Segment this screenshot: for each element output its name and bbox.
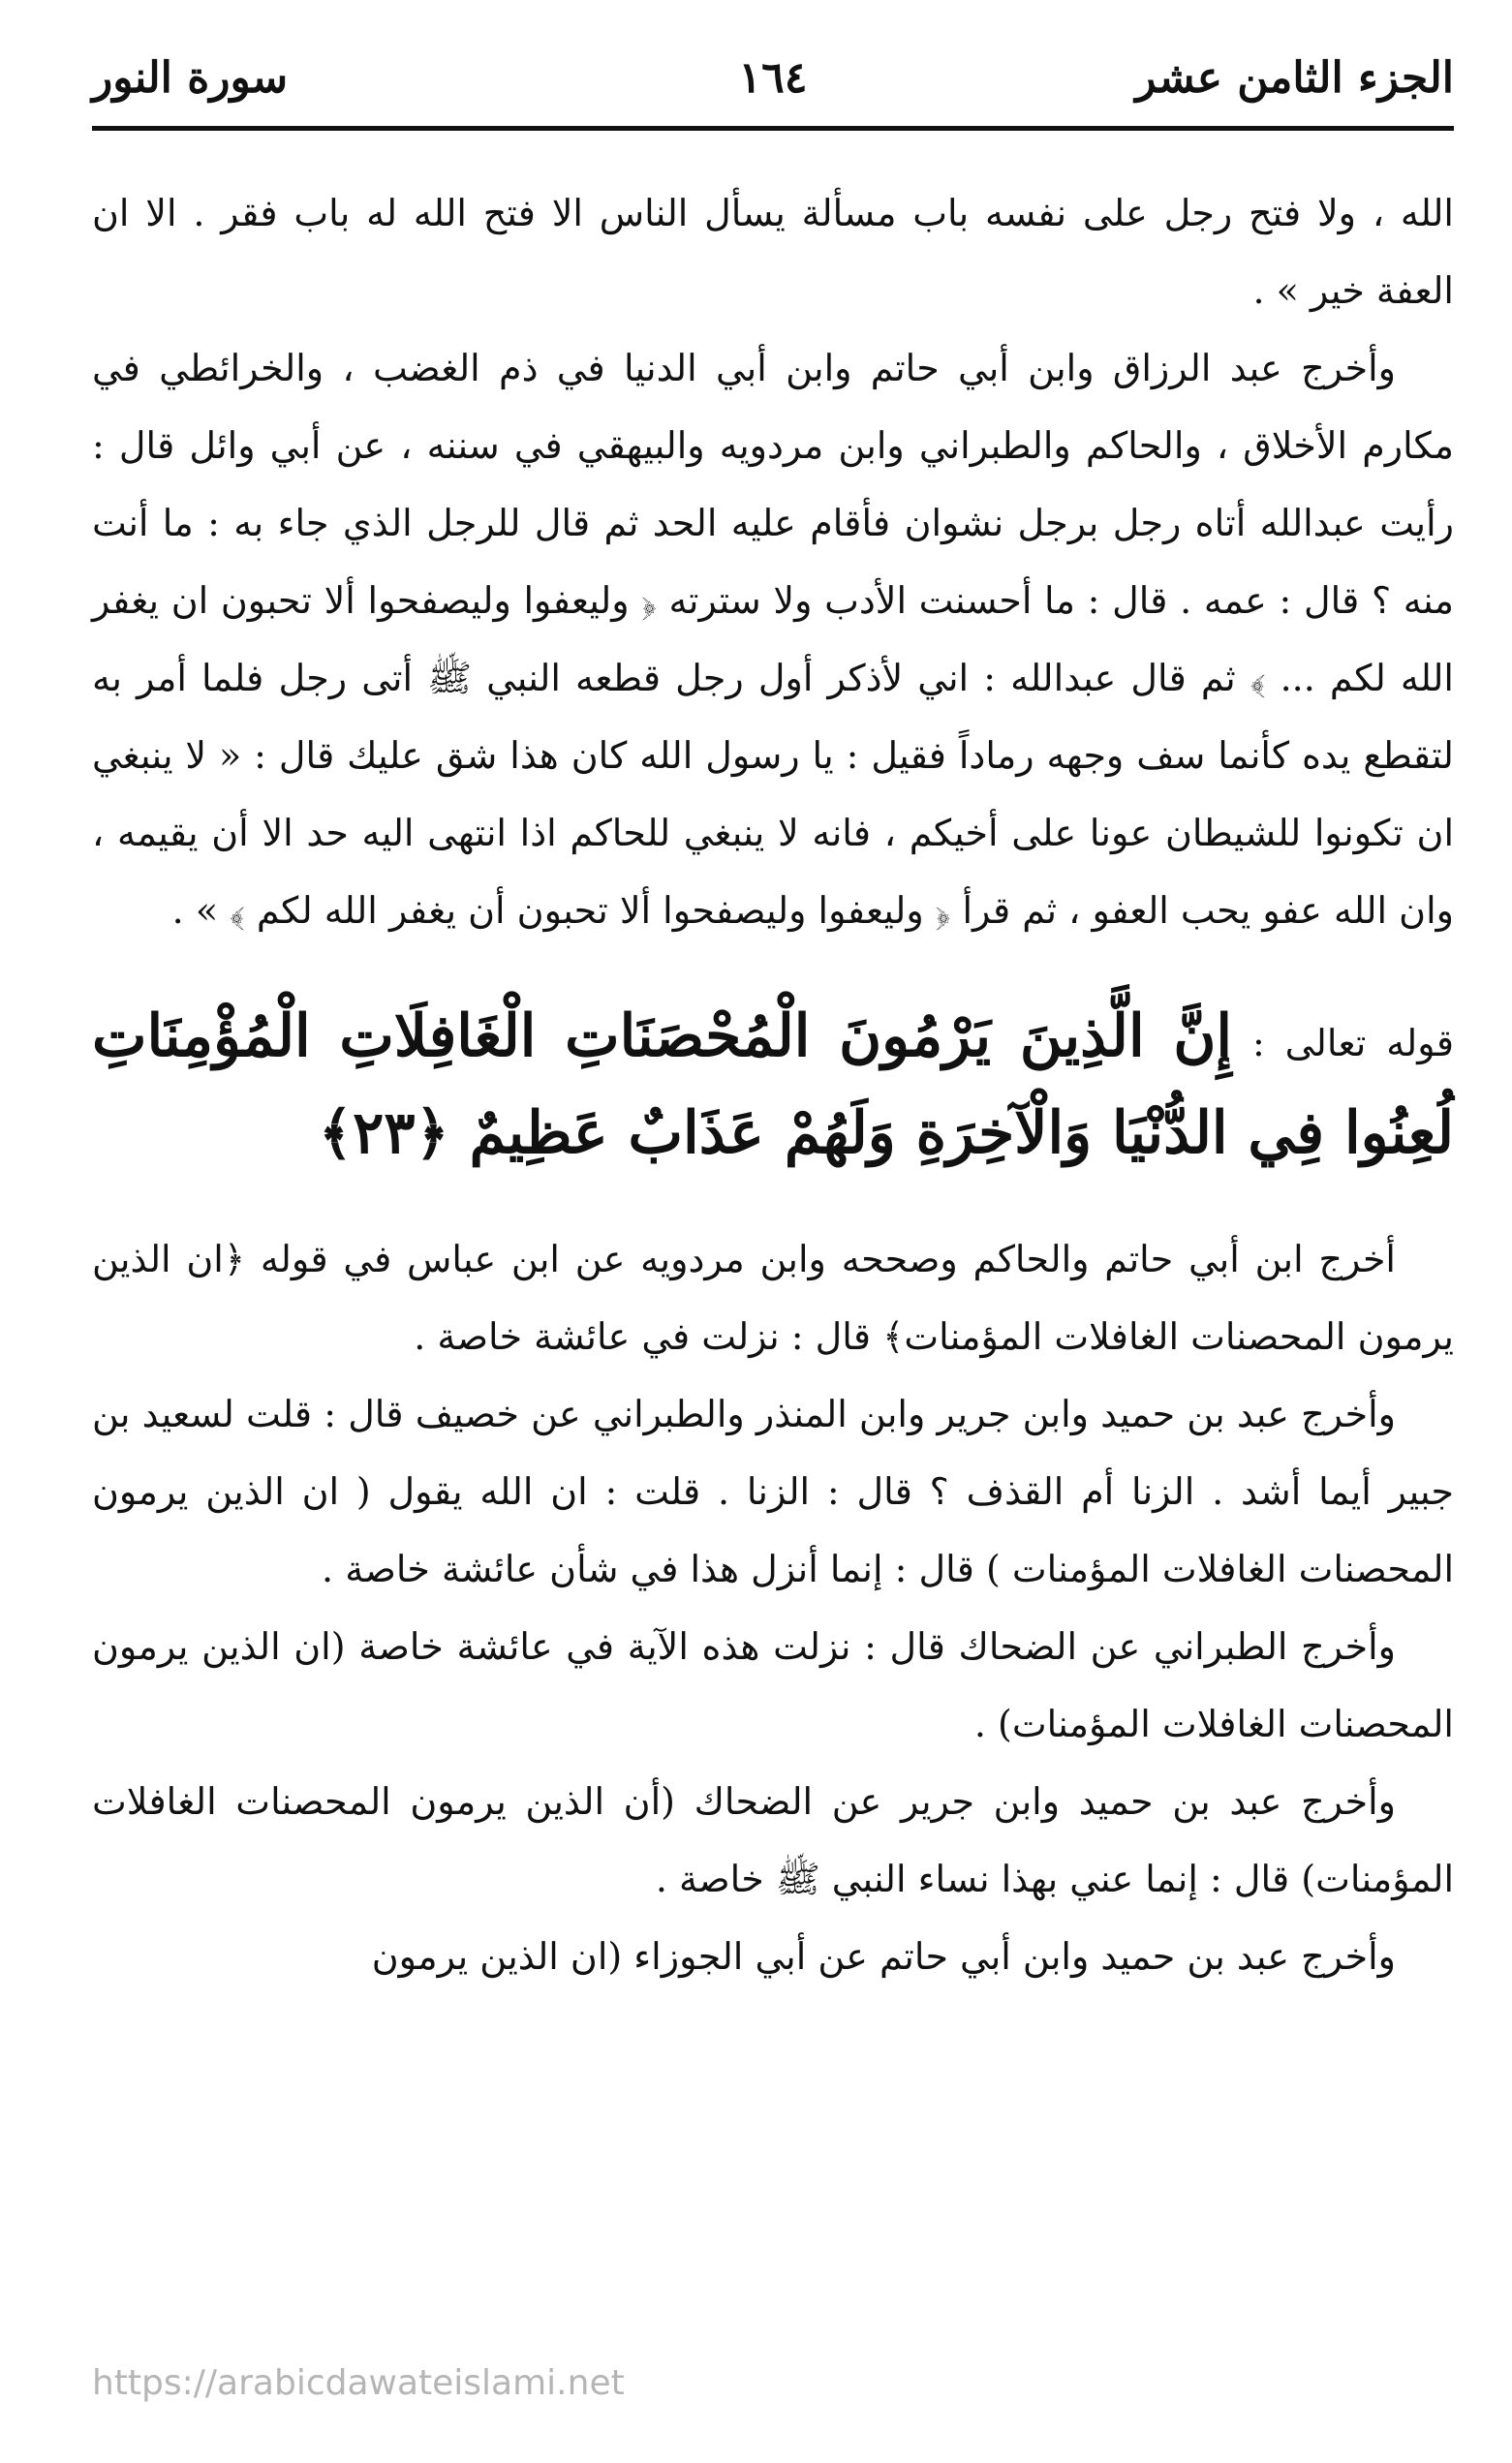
- surah-title: سورة النور: [92, 53, 289, 103]
- watermark-url: https://arabicdawateislami.net: [92, 2363, 625, 2403]
- paragraph-2: وأخرج عبد الرزاق وابن أبي حاتم وابن أبي الدنيا في ذم الغضب ، والخرائطي في مكارم الأخلاق ، والحاكم والطبراني وابن مردويه والبيهقي في سننه ، عن أبي وائل قال : رأيت عبدالله أتاه رجل برجل نشوان فأقام عليه الحد ثم قال للرجل الذي جاء به : ما أنت منه ؟ قال : عمه . قال : ما أحسنت الأدب ولا سترته ﴿ وليعفوا وليصفحوا ألا تحبون ان يغفر الله لكم ... ﴾ ثم قال عبدالله : اني لأذكر أول رجل قطعه النبي ﷺ أتى رجل فلما أمر به لتقطع يده كأنما سف وجهه رماداً فقيل : يا رسول الله كان هذا شق عليك قال : « لا ينبغي ان تكونوا للشيطان عونا على أخيكم ، فانه لا ينبغي للحاكم اذا انتهى اليه حد الا أن يقيمه ، وان الله عفو يحب العفو ، ثم قرأ ﴿ وليعفوا وليصفحوا ألا تحبون أن يغفر الله لكم ﴾ » .: [92, 347, 1454, 932]
- paragraph-7: وأخرج عبد بن حميد وابن أبي حاتم عن أبي الجوزاء (ان الذين يرمون: [371, 1935, 1396, 1978]
- paragraph-6: وأخرج عبد بن حميد وابن جرير عن الضحاك (أن الذين يرمون المحصنات الغافلات المؤمنات) قال : إنما عني بهذا نساء النبي ﷺ خاصة .: [92, 1780, 1454, 1900]
- header-rule: [92, 126, 1454, 131]
- paragraph-1: الله ، ولا فتح رجل على نفسه باب مسألة يسأل الناس الا فتح الله له باب فقر . الا ان العفة خير » .: [92, 192, 1454, 312]
- page-number: ١٦٤: [738, 53, 808, 103]
- paragraph-3: أخرج ابن أبي حاتم والحاكم وصححه وابن مردويه عن ابن عباس في قوله ﴿ان الذين يرمون المحصنات الغافلات المؤمنات﴾ قال : نزلت في عائشة خاصة .: [92, 1238, 1454, 1358]
- paragraph-5: وأخرج الطبراني عن الضحاك قال : نزلت هذه الآية في عائشة خاصة (ان الذين يرمون المحصنات الغافلات المؤمنات) .: [92, 1625, 1454, 1745]
- paragraph-4: وأخرج عبد بن حميد وابن جرير وابن المنذر والطبراني عن خصيف قال : قلت لسعيد بن جبير أيما أشد . الزنا أم القذف ؟ قال : الزنا . قلت : ان الله يقول ( ان الذين يرمون المحصنات الغافلات المؤمنات ) قال : إنما أنزل هذا في شأن عائشة خاصة .: [92, 1393, 1454, 1590]
- part-title: الجزء الثامن عشر: [1135, 53, 1454, 103]
- verse-text: إِنَّ الَّذِينَ يَرْمُونَ الْمُحْصَنَاتِ الْغَافِلَاتِ الْمُؤْمِنَاتِ لُعِنُوا فِي الدُّنْيَا وَالْآخِرَةِ وَلَهُمْ عَذَابٌ عَظِيمٌ ﴿٢٣﴾: [92, 1002, 1454, 1167]
- quran-verse-block: [92, 988, 1454, 1182]
- page-header: [92, 53, 1454, 131]
- verse-lead: قوله تعالى :: [1251, 1022, 1454, 1064]
- page-body: [92, 174, 1454, 1995]
